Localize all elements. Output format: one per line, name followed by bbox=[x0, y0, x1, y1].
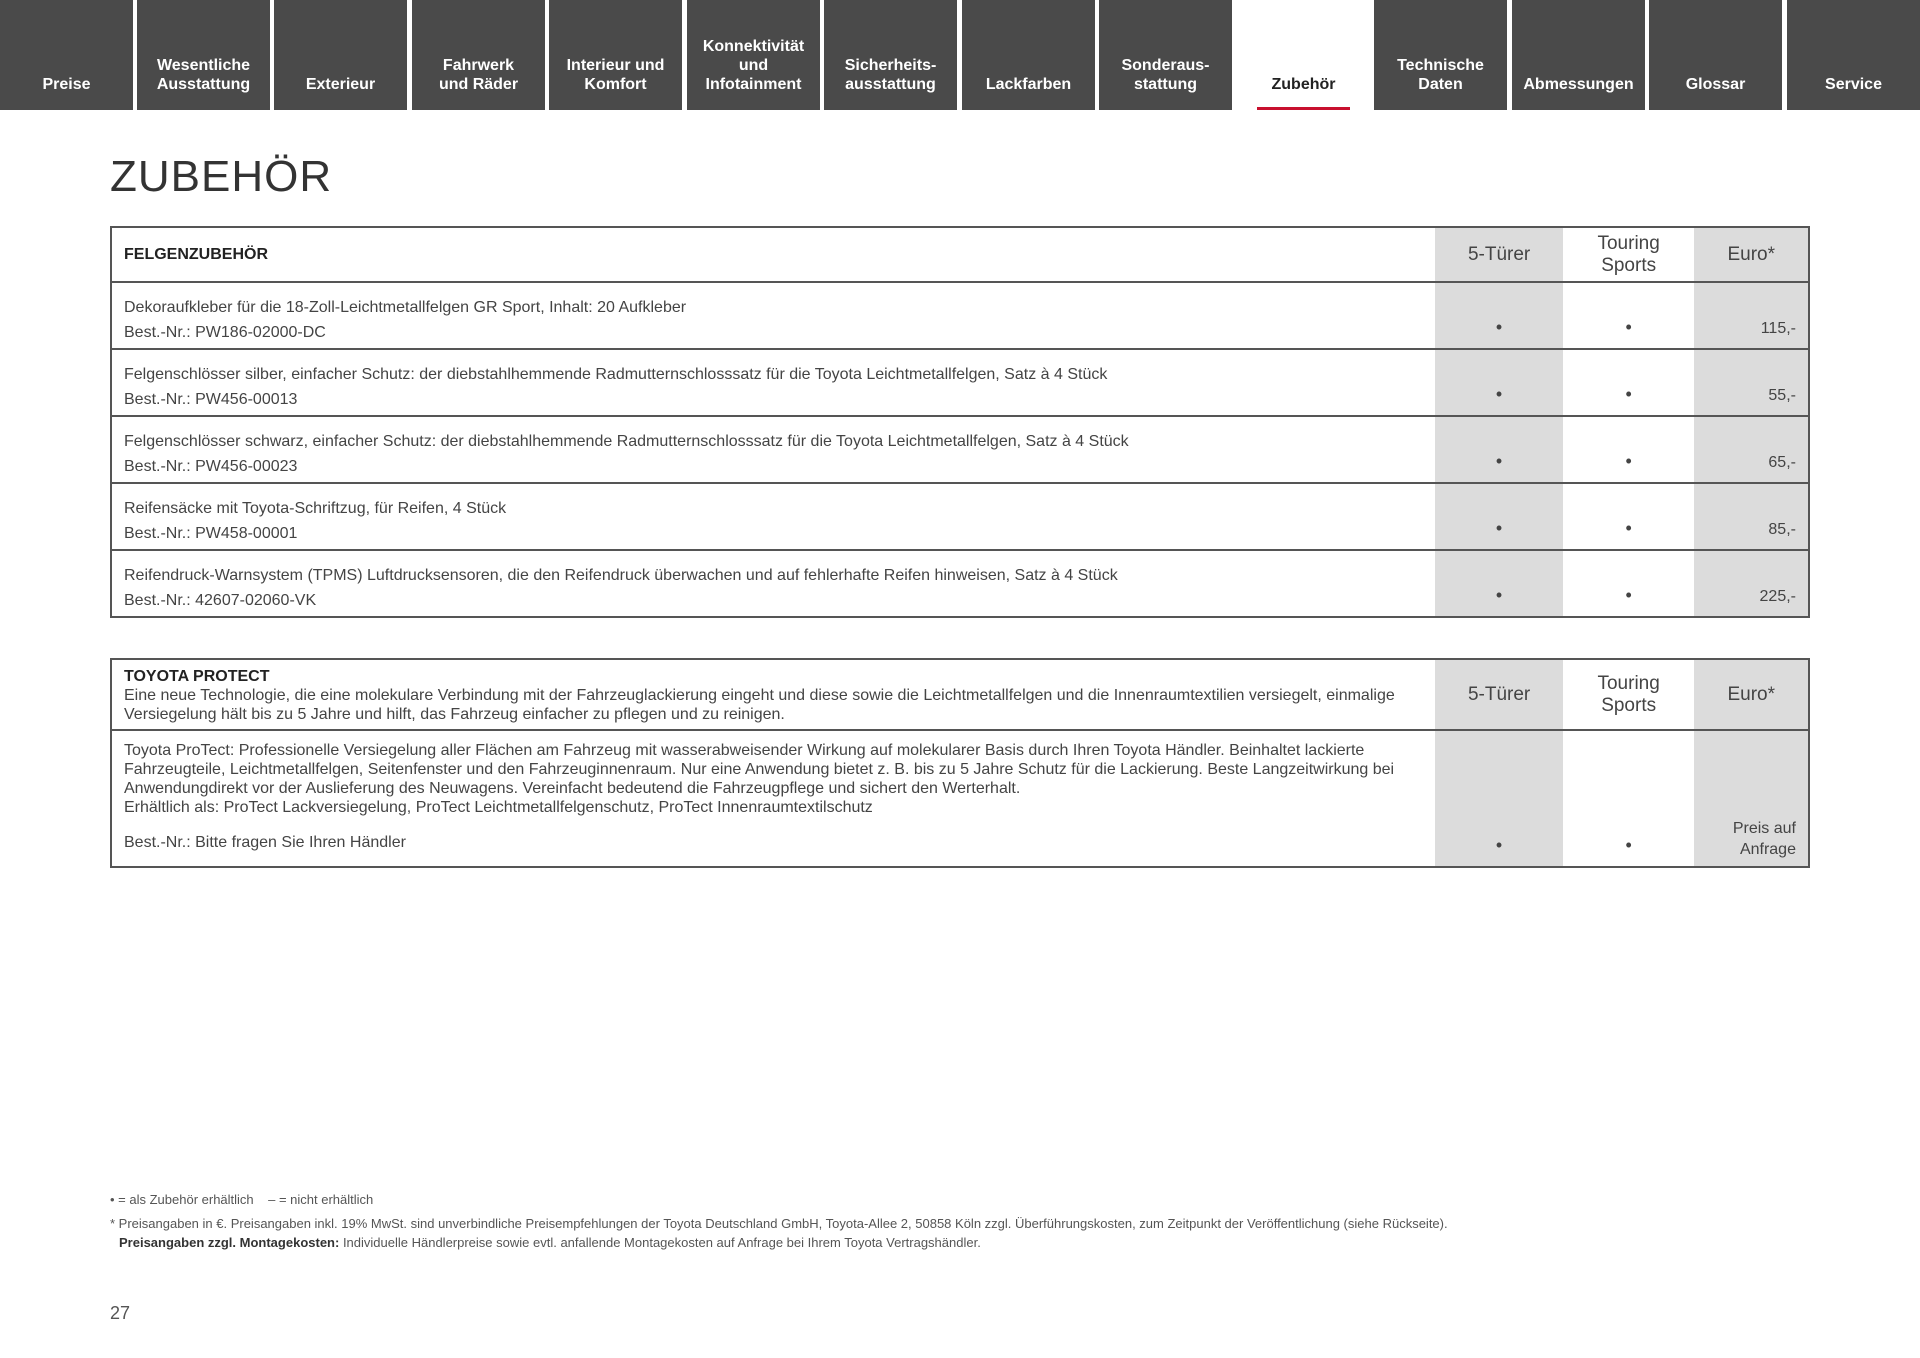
tab-label: Glossar bbox=[1685, 76, 1746, 93]
tab-label: Interieur und Komfort bbox=[566, 57, 665, 93]
item-description: Felgenschlösser silber, einfacher Schutz: der diebstahlhemmende Radmutternschlosssatz für die Toyota Leichtmetallfelgen, Satz à 4 Stück bbox=[124, 366, 1108, 383]
column-euro: Euro* bbox=[1694, 228, 1808, 281]
availability-5-tuerer: • bbox=[1435, 731, 1563, 866]
page-title: ZUBEHÖR bbox=[110, 152, 333, 201]
item-description: Toyota ProTect: Professionelle Versiegelung aller Flächen am Fahrzeug mit wasserabweisender Wirkung auf molekularer Basis durch Ihren Toyota Händler. Beinhaltet lackierte Fahrzeugteile, Leichtmetallfelgen, Seitenfenster und den Fahrzeuginnenraum. Nur eine Anwendung bietet z. B. bis zu 5 Jahre Schutz für die Lackierung. Beste Langzeitwirkung bei Anwendungdirekt vor der Auslieferung des Neuwagens. Vereinfacht bedeutend die Fahrzeugpflege und sichert den Werterhalt. bbox=[124, 742, 1395, 797]
availability-touring-sports: • bbox=[1625, 451, 1632, 471]
column-5-tuerer: 5-Türer bbox=[1435, 660, 1563, 729]
availability-5-tuerer: • bbox=[1435, 417, 1563, 482]
mounting-note bbox=[119, 1234, 981, 1252]
availability-5-tuerer: • bbox=[1435, 551, 1563, 616]
item-order-number: Best.-Nr.: 42607-02060-VK bbox=[124, 592, 317, 609]
table-header bbox=[112, 228, 1808, 281]
item-price: 85,- bbox=[1694, 484, 1808, 549]
legend: • = als Zubehör erhältlich – = nicht erhältlich bbox=[110, 1192, 374, 1207]
tab-wesentliche-ausstattung[interactable] bbox=[137, 0, 270, 110]
tab-service[interactable] bbox=[1787, 0, 1920, 110]
toyota-protect-table bbox=[110, 658, 1810, 868]
tab-abmessungen[interactable] bbox=[1512, 0, 1645, 110]
felgenzubehoer-table bbox=[110, 226, 1810, 618]
tab-exterieur[interactable] bbox=[274, 0, 407, 110]
item-price: 225,- bbox=[1694, 551, 1808, 616]
item-description-cell bbox=[112, 283, 1433, 348]
section-title: TOYOTA PROTECT bbox=[124, 668, 270, 685]
tab-fahrwerk-und-raeder[interactable] bbox=[412, 0, 545, 110]
item-order-number: Best.-Nr.: PW458-00001 bbox=[124, 525, 298, 542]
tab-label: Exterieur bbox=[305, 76, 376, 93]
item-order-number: Best.-Nr.: PW186-02000-DC bbox=[124, 324, 326, 341]
column-touring-sports: Touring Sports bbox=[1597, 672, 1660, 716]
availability-touring-sports: • bbox=[1625, 518, 1632, 538]
tab-sonderausstattung[interactable] bbox=[1099, 0, 1232, 110]
table-header bbox=[112, 660, 1808, 729]
availability-5-tuerer: • bbox=[1435, 484, 1563, 549]
tab-label: Service bbox=[1825, 76, 1882, 93]
column-euro: Euro* bbox=[1694, 660, 1808, 729]
availability-touring-sports: • bbox=[1625, 317, 1632, 337]
tab-label: Lackfarben bbox=[985, 76, 1072, 93]
tab-label: Sonderaus- stattung bbox=[1121, 57, 1210, 93]
tab-label: Konnektivität und Infotainment bbox=[702, 38, 805, 93]
item-order-number: Best.-Nr.: PW456-00023 bbox=[124, 458, 298, 475]
top-navigation bbox=[0, 0, 1920, 110]
item-order-number: Best.-Nr.: Bitte fragen Sie Ihren Händler bbox=[124, 834, 406, 851]
item-price: 65,- bbox=[1694, 417, 1808, 482]
price-note: * Preisangaben in €. Preisangaben inkl. 19% MwSt. sind unverbindliche Preisempfehlungen der Toyota Deutschland GmbH, Toyota-Allee 2, 50858 Köln zzgl. Überführungskosten, zum Zeitpunkt der Veröffentlichung (siehe Rückseite). bbox=[110, 1216, 1448, 1231]
table-row bbox=[112, 415, 1808, 482]
item-description-cell bbox=[112, 484, 1433, 549]
table-row bbox=[112, 729, 1808, 866]
tab-label: Fahrwerk und Räder bbox=[438, 57, 519, 93]
item-description: Dekoraufkleber für die 18-Zoll-Leichtmetallfelgen GR Sport, Inhalt: 20 Aufkleber bbox=[124, 299, 687, 316]
tab-label: Zubehör bbox=[1271, 76, 1336, 93]
item-availability-note: Erhältlich als: ProTect Lackversiegelung, ProTect Leichtmetallfelgenschutz, ProTect Innenraumtextilschutz bbox=[124, 799, 873, 816]
availability-5-tuerer: • bbox=[1435, 283, 1563, 348]
item-price: Preis auf Anfrage bbox=[1694, 731, 1808, 866]
item-description-cell bbox=[112, 350, 1433, 415]
item-price: 55,- bbox=[1694, 350, 1808, 415]
section-intro: Eine neue Technologie, die eine molekulare Verbindung mit der Fahrzeuglackierung eingeht und diese sowie die Leichtmetallfelgen und die Innenraumtextilien versiegelt, einmalige Versiegelung hält bis zu 5 Jahre und hilft, das Fahrzeug einfacher zu pflegen und zu reinigen. bbox=[124, 687, 1395, 723]
item-price: 115,- bbox=[1694, 283, 1808, 348]
availability-touring-sports: • bbox=[1625, 384, 1632, 404]
page-number: 27 bbox=[110, 1303, 131, 1323]
column-touring-sports: Touring Sports bbox=[1597, 232, 1660, 276]
table-row bbox=[112, 281, 1808, 348]
tab-glossar[interactable] bbox=[1649, 0, 1782, 110]
item-description-cell bbox=[112, 417, 1433, 482]
section-title: FELGENZUBEHÖR bbox=[124, 245, 268, 263]
tab-label: Wesentliche Ausstattung bbox=[156, 57, 251, 93]
mounting-note-text: Individuelle Händlerpreise sowie evtl. anfallende Montagekosten auf Anfrage bei Ihrem Toyota Vertragshändler. bbox=[339, 1235, 981, 1250]
item-order-number: Best.-Nr.: PW456-00013 bbox=[124, 391, 298, 408]
tab-label: Preise bbox=[42, 76, 91, 93]
item-description: Reifensäcke mit Toyota-Schriftzug, für Reifen, 4 Stück bbox=[124, 500, 507, 517]
table-row bbox=[112, 348, 1808, 415]
column-5-tuerer: 5-Türer bbox=[1435, 228, 1563, 281]
tab-preise[interactable] bbox=[0, 0, 133, 110]
mounting-note-label: Preisangaben zzgl. Montagekosten: bbox=[119, 1235, 340, 1250]
tab-label: Abmessungen bbox=[1523, 76, 1634, 93]
table-row bbox=[112, 549, 1808, 616]
item-description: Reifendruck-Warnsystem (TPMS) Luftdrucksensoren, die den Reifendruck überwachen und auf fehlerhafte Reifen hinweisen, Satz à 4 Stück bbox=[124, 567, 1118, 584]
tab-interieur-und-komfort[interactable] bbox=[549, 0, 682, 110]
availability-touring-sports: • bbox=[1625, 585, 1632, 605]
tab-technische-daten[interactable] bbox=[1374, 0, 1507, 110]
tab-label: Sicherheits- ausstattung bbox=[844, 57, 937, 93]
table-row bbox=[112, 482, 1808, 549]
tab-zubehoer[interactable] bbox=[1237, 0, 1370, 110]
availability-touring-sports: • bbox=[1625, 835, 1632, 855]
section-header-cell bbox=[112, 660, 1433, 729]
tab-lackfarben[interactable] bbox=[962, 0, 1095, 110]
item-description: Felgenschlösser schwarz, einfacher Schutz: der diebstahlhemmende Radmutternschlosssatz für die Toyota Leichtmetallfelgen, Satz à 4 Stück bbox=[124, 433, 1129, 450]
availability-5-tuerer: • bbox=[1435, 350, 1563, 415]
tab-label: Technische Daten bbox=[1397, 57, 1484, 93]
tab-sicherheitsausstattung[interactable] bbox=[824, 0, 957, 110]
item-description-cell bbox=[112, 731, 1433, 866]
tab-konnektivitaet-und-infotainment[interactable] bbox=[687, 0, 820, 110]
item-description-cell bbox=[112, 551, 1433, 616]
